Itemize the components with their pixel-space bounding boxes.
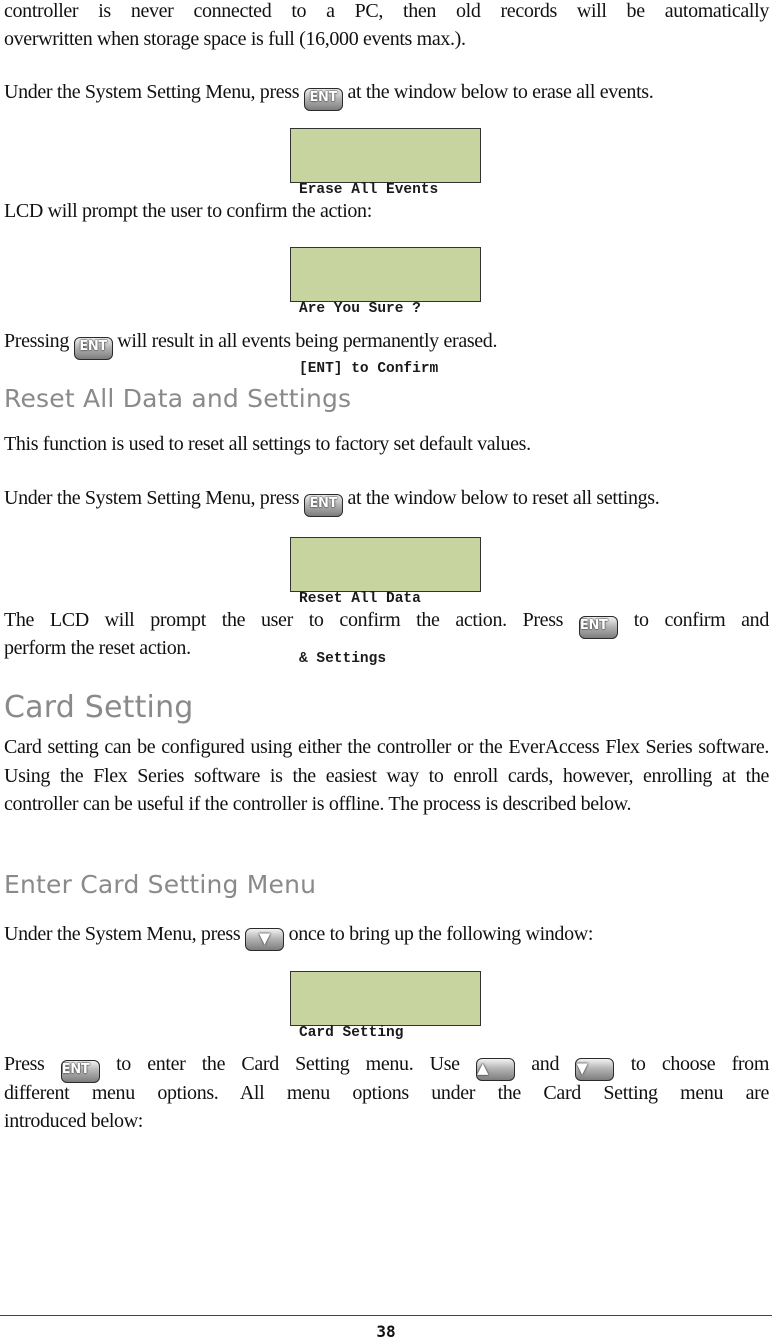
reset-instruction: Under the System Setting Menu, press ENT at the window below to reset all settings. [4,484,769,517]
heading-reset-all-data: Reset All Data and Settings [4,384,352,413]
ent-key-icon: ENT [304,494,343,517]
lcd-erase-all-events [290,128,481,198]
down-arrow-key-icon: ▼ [245,928,284,951]
heading-enter-card-setting-menu: Enter Card Setting Menu [4,870,317,899]
enter-card-instruction: Under the System Menu, press ▼ once to bring up the following window: [4,920,769,951]
lcd-line-1: Are You Sure ? [299,301,421,317]
press-ent-card-menu-line-2: different menu options. All menu options under the Card Setting menu are [4,1082,769,1104]
ent-key-icon: ENT [74,337,113,360]
lcd-line-1: Erase All Events [299,182,439,198]
reset-confirm-paragraph: The LCD will prompt the user to confirm the action. Press ENT to confirm and [4,606,769,639]
up-arrow-key-icon: ▲ [476,1058,515,1081]
pressing-ent-text: Pressing ENT will result in all events being permanently erased. [4,327,769,360]
down-arrow-key-icon: ▼ [575,1058,614,1081]
press-ent-card-menu: Press ENT to enter the Card Setting menu. Use ▲ and ▼ to choose from [4,1050,769,1083]
erase-instruction: Under the System Setting Menu, press ENT at the window below to erase all events. [4,78,769,111]
intro-line-1: controller is never connected to a PC, then old records will be automatically [4,0,769,22]
intro-paragraph-line-2: overwritten when storage space is full (16,000 events max.). [4,28,466,50]
lcd-line-1: Reset All Data [299,591,421,607]
ent-key-icon: ENT [304,88,343,111]
lcd-line-1: Card Setting [299,1025,404,1041]
lcd-line-2: [ENT] to Confirm [299,361,439,377]
lcd-card-setting [290,971,481,1041]
press-ent-card-menu-line-3: introduced below: [4,1110,144,1132]
lcd-line-2: & Settings [299,651,387,667]
ent-key-icon: ENT [61,1060,100,1083]
lcd-are-you-sure [290,247,481,377]
confirm-prompt-text: LCD will prompt the user to confirm the action: [4,200,372,222]
footer-divider [0,1315,772,1316]
lcd-reset-all-data [290,537,481,667]
heading-card-setting: Card Setting [4,690,194,725]
reset-confirm-line-2: perform the reset action. [4,637,191,659]
card-setting-description: Card setting can be configured using either the controller or the EverAccess Flex Series software. Using the Flex Series software is the easiest way to enroll cards, however, enrolling at the controller can be useful if the controller is offline. The process is described below. [4,736,769,815]
ent-key-icon: ENT [579,616,618,639]
intro-paragraph [4,0,769,26]
reset-description: This function is used to reset all settings to factory set default values. [4,433,531,455]
page-number: 38 [376,1322,396,1341]
